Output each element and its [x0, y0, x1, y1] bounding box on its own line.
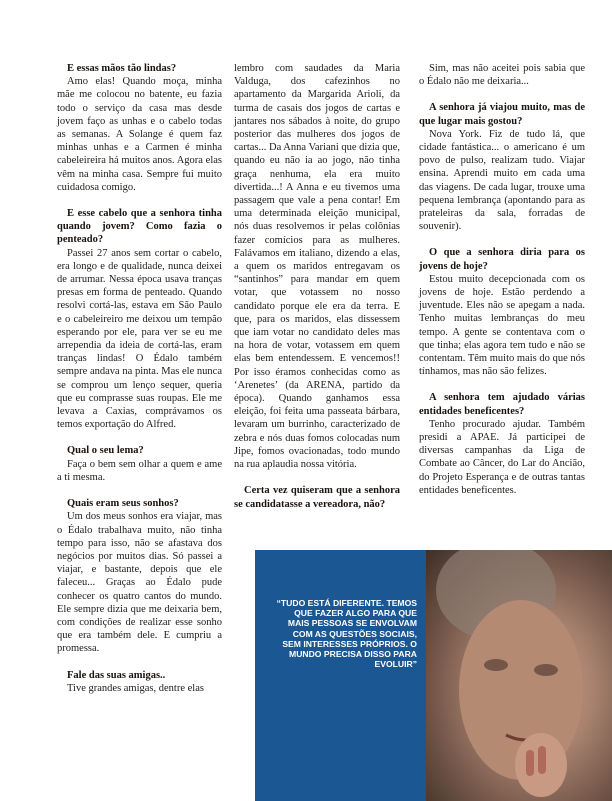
article-column-2: [234, 62, 400, 511]
question-dreams: Quais eram seus sonhos?: [67, 498, 179, 510]
question-councilwoman: Certa vez quiseram que a senhora se candidatasse a vereadora, não?: [234, 485, 400, 510]
answer-dreams: Um dos meus sonhos era viajar, mas o Édalo trabalhava muito, não tinha tempo para isso, não se afastava dos negócios por muitos dias. Só passei a viajar, e bastante, depois que ele faleceu... Graças ao Édalo pude conhecer os quatro cantos do mundo. Ele sempre dizia que me deixaria bem, com condições de realizar esse sonho que era também dele. E cumpriu a promessa.: [57, 511, 222, 655]
portrait-photo: [426, 550, 612, 801]
answer-friends-continued: lembro com saudades da Maria Valduga, dos cafezinhos no apartamento da Margarida Arioli, da turma de casais dos jogos de cartas e jantares nos sábados à noite, do grupo posterior das mulheres dos jogos de cartas... Da Anna Variani que dizia que, quando eu não ia ao jogo, não tinha graça nenhuma, ela era muito divertida...! A Anna e eu tivemos uma passagem que vale a pena contar! Em uma determinada eleição municipal, nós duas resolvemos ir pelas colônias fazer comícios para as mulheres. Falávamos em italiano, dizendo a elas, a quem os maridos entregavam os “santinhos” para mandar em quem votar, que votassem no nosso candidato porque ele era da terra. E que, para os maridos, elas dissessem que iam votar no candidato deles mas na hora de votar, votassem em quem elas bem entendessem. E vencemos!! Por isso éramos conhecidas como as ‘Arenetes’ (da ARENA, partido da época). Quando ganhamos essa eleição, foi feita uma passeata bárbara, levaram um burrinho, caracterizado de zebra e nós duas fomos colocadas num Jipe, fomos ovacionadas, todo mundo na rua aplaudia nossa vitória.: [234, 63, 400, 471]
answer-hands: Amo elas! Quando moça, minha mãe me colocou no batente, eu fazia todo o serviço da casa mas desde jovem faço as unhas e o cabelo todas as semanas. A Solange é quem faz minhas unhas e a Carmen é minha cabeleireira há muitos anos. Agora elas vêm na minha casa. Sempre fui muito cuidadosa comigo.: [57, 76, 222, 193]
question-charity: A senhora tem ajudado várias entidades beneficentes?: [419, 392, 585, 417]
question-youth: O que a senhora diria para os jovens de hoje?: [419, 247, 585, 272]
answer-motto: Faça o bem sem olhar a quem e ame a ti mesma.: [57, 458, 222, 483]
pullquote-panel: [255, 550, 426, 801]
article-column-3: [419, 62, 585, 497]
portrait-illustration: [426, 550, 612, 801]
answer-hair: Passei 27 anos sem cortar o cabelo, era longo e de qualidade, nunca deixei de arrumar. Nessa época usava tranças presas em forma de penteado. Quando resolvi cortá-las, estava em São Paulo e o cabeleireiro me deixou um tempão esperando por ele, para ver se eu me arrependia da ideia de cortá-las, eram tranças lindas! O Édalo também sempre andava na pinta. Mas ele nunca se comprou um lenço sequer, queria que eu comprasse suas roupas. Ele me levava a Caxias, comprávamos os temos exportação do Alfred.: [57, 247, 222, 431]
question-motto: Qual o seu lema?: [67, 445, 144, 457]
question-hands: E essas mãos tão lindas?: [67, 63, 177, 74]
answer-youth: Estou muito decepcionada com os jovens de hoje. Estão perdendo a juventude. Eles não se apegam a nada. Tenho muitas lembranças do meu tempo. A gente se contentava com o que tinha; elas agora tem tudo e não se contentam. Têm muito mais do que nós tínhamos, mas não são felizes.: [419, 273, 585, 378]
answer-travel: Nova York. Fiz de tudo lá, que cidade fantástica... o americano é um povo de pulso, realizam tudo. Viajar ensina. Aprendi muito em cada uma das viagens. De cada lugar, trouxe uma pequena lembrança (apontando para as prateleiras da sala, forradas de souvenir).: [419, 128, 585, 233]
answer-charity: Tenho procurado ajudar. Também presidi a APAE. Já participei de diversas campanhas da Liga de Combate ao Câncer, do Lar do Ancião, do Projeto Esperança e de outras tantas entidades beneficentes.: [419, 418, 585, 496]
question-travel: A senhora já viajou muito, mas de que lugar mais gostou?: [419, 102, 585, 127]
article-column-1: [57, 62, 222, 695]
question-friends: Fale das suas amigas..: [67, 669, 166, 681]
question-hair: E esse cabelo que a senhora tinha quando jovem? Como fazia o penteado?: [57, 208, 222, 246]
pullquote-figure: [255, 550, 612, 801]
pullquote-text: “TUDO ESTÁ DIFERENTE. TEMOS QUE FAZER ALGO PARA QUE MAIS PESSOAS SE ENVOLVAM COM AS QUESTÕES SOCIAIS, SEM INTERESSES PRÓPRIOS. O MUNDO PRECISA DISSO PARA EVOLUIR”: [276, 598, 417, 670]
answer-councilwoman: Sim, mas não aceitei pois sabia que o Édalo não me deixaria...: [419, 63, 585, 88]
answer-friends: Tive grandes amigas, dentre elas: [67, 682, 204, 694]
